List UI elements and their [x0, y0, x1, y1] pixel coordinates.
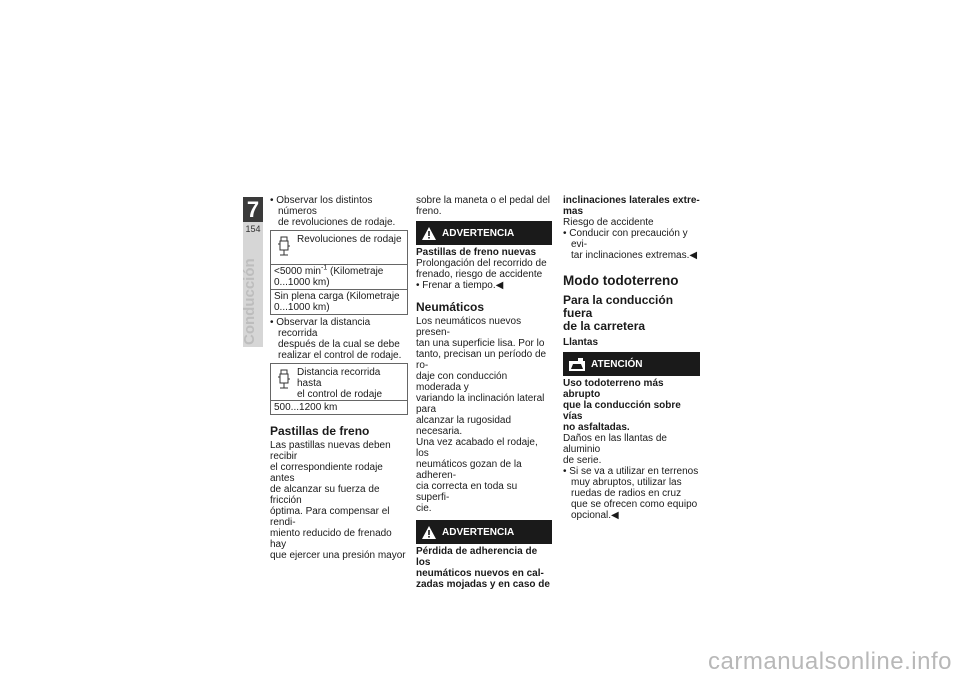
column-3	[563, 195, 700, 521]
table-header: Revoluciones de rodaje	[297, 234, 402, 245]
warning-banner: ADVERTENCIA	[416, 221, 552, 245]
heading-conduccion-fuera: Para la conducción fuera de la carretera	[563, 293, 674, 333]
car-hand-icon	[569, 358, 585, 371]
warning-text: Prolongación del recorrido de frenado, riesgo de accidente	[416, 258, 547, 280]
end-mark: ◀	[689, 250, 698, 261]
warning-triangle-icon	[422, 227, 436, 240]
attention-text: Daños en las llantas de aluminio de serie.	[563, 433, 667, 466]
warning-title: Pérdida de adherencia de los neumáticos nuevos en cal- zadas mojadas y en caso de	[416, 546, 550, 590]
warning-bullet: • Conducir con precaución y evi- tar inclinaciones extremas.◀	[563, 228, 698, 261]
page-number: 154	[245, 224, 261, 234]
subheading-llantas: Llantas	[563, 337, 599, 348]
bullet-revoluciones: • Observar los distintos números de revoluciones de rodaje.	[270, 195, 396, 228]
table-row: Sin plena carga (Kilometraje 0...1000 km)	[274, 291, 400, 313]
warning-title: Pastillas de freno nuevas	[416, 247, 537, 258]
bullet-distancia: • Observar la distancia recorrida después de la cual se debe realizar el control de rodaje.	[270, 317, 402, 361]
engine-gauge-icon	[271, 231, 297, 264]
table-revoluciones	[270, 230, 408, 315]
warning-title-continued: inclinaciones laterales extre- mas	[563, 195, 700, 217]
paragraph-pastillas: Las pastillas nuevas deben recibir el correspondiente rodaje antes de alcanzar su fuerza de fricción óptima. Para compensar el rendi- miento reducido de frenado hay que ejercer una presión mayor	[270, 440, 406, 561]
attention-title: Uso todoterreno más abrupto que la conducción sobre vías no asfaltadas.	[563, 378, 681, 433]
table-distancia	[270, 363, 408, 415]
table-row: 500...1200 km	[274, 402, 338, 413]
end-mark: ◀	[495, 280, 504, 291]
paragraph-neumaticos: Los neumáticos nuevos presen- tan una superficie lisa. Por lo tanto, precisan un período de ro- daje con conducción moderada y variando la inclinación lateral para alcanzar la rugosidad necesaria. Una vez acabado el rodaje, los neumáticos gozan de la adheren- cia correcta en toda su superfi- cie.	[416, 316, 547, 514]
heading-neumaticos: Neumáticos	[416, 300, 485, 314]
attention-banner: ATENCIÓN	[563, 352, 700, 376]
warning-triangle-icon	[422, 526, 436, 539]
heading-pastillas: Pastillas de freno	[270, 424, 370, 438]
column-1	[270, 195, 408, 561]
watermark: carmanualsonline.info	[708, 648, 952, 675]
column-2	[416, 195, 552, 590]
warning-bullet: • Frenar a tiempo.◀	[416, 280, 504, 291]
risk-text: Riesgo de accidente	[563, 217, 654, 228]
paragraph-continued: sobre la maneta o el pedal del freno.	[416, 195, 550, 217]
end-mark: ◀	[611, 510, 619, 521]
chapter-number: 7	[243, 197, 263, 222]
warning-banner: ADVERTENCIA	[416, 520, 552, 544]
heading-modo-todoterreno: Modo todoterreno	[563, 273, 679, 288]
section-label: Conducción	[241, 258, 258, 345]
engine-gauge-icon	[271, 364, 297, 400]
table-row: <5000 $\min^{-1}$ (Kilometraje 0...1000 km)	[271, 265, 407, 290]
attention-bullet: • Si se va a utilizar en terrenos muy abruptos, utilizar las ruedas de radios en cruz que se ofrecen como equipo opcional.◀	[563, 466, 699, 521]
table-header: Distancia recorrida hasta el control de rodaje	[297, 367, 383, 400]
